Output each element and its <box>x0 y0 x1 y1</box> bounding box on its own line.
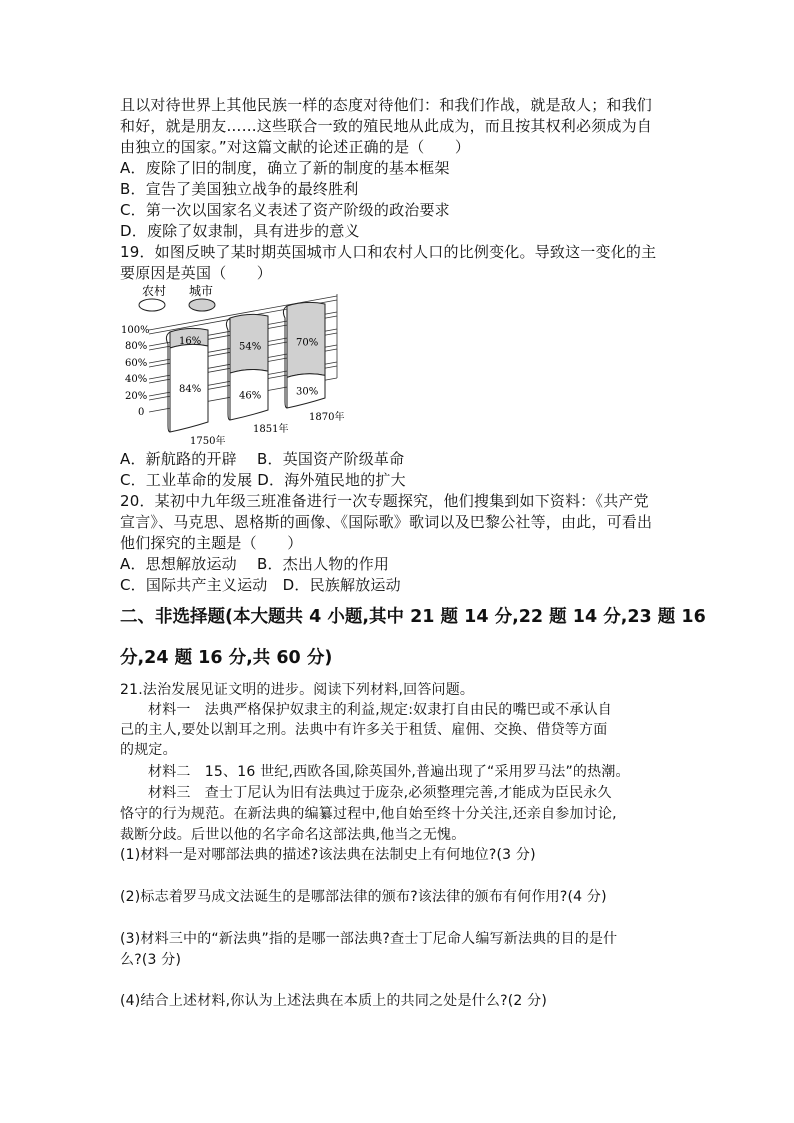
y-tick-label: 60% <box>125 358 148 369</box>
legend-urban-swatch <box>189 299 215 311</box>
x-label-1870: 1870年 <box>309 412 345 423</box>
q21-question-3: (3)材料三中的“新法典”指的是哪一部法典?查士丁尼命人编写新法典的目的是什 <box>120 931 618 947</box>
q21-material3-line: 裁断分歧。后世以他的名字命名这部法典,他当之无愧。 <box>120 827 466 843</box>
q18-text-line: 且以对待世界上其他民族一样的态度对待他们：和我们作战，就是敌人；和我们 <box>120 96 653 114</box>
q20-options-line-2: C．国际共产主义运动 D．民族解放运动 <box>120 576 401 594</box>
q20-text-line: 他们探究的主题是（ ） <box>120 534 303 552</box>
urban-value-label: 70% <box>296 337 319 349</box>
q20-text-line: 20．某初中九年级三班准备进行一次专题探究，他们搜集到如下资料：《共产党 <box>120 492 649 510</box>
q19-options-line-2: C．工业革命的发展 D．海外殖民地的扩大 <box>120 471 406 489</box>
y-tick-label: 40% <box>125 374 148 385</box>
y-tick-label: 100% <box>121 325 150 336</box>
q19-text-line: 要原因是英国（ ） <box>120 264 273 282</box>
q21-material1-line: 己的主人,要处以割耳之刑。法典中有许多关于租赁、雇佣、交换、借贷等方面 <box>120 722 608 738</box>
x-label-1851: 1851年 <box>253 424 289 435</box>
q21-question-3-cont: 么?(3 分) <box>120 952 182 968</box>
rural-value-label: 46% <box>239 390 262 402</box>
y-tick-label: 0 <box>138 407 145 418</box>
y-tick-label: 80% <box>125 341 148 352</box>
q21-material2: 材料二 15、16 世纪,西欧各国,除英国外,普遍出现了“采用罗马法”的热潮。 <box>148 764 630 780</box>
q19-text-line: 19．如图反映了某时期英国城市人口和农村人口的比例变化。导致这一变化的主 <box>120 243 657 261</box>
population-chart <box>115 282 355 447</box>
q18-option-d: D．废除了奴隶制，具有进步的意义 <box>120 222 360 240</box>
urban-value-label: 54% <box>239 341 262 353</box>
urban-value-label: 16% <box>179 336 202 347</box>
legend-rural-label: 农村 <box>142 284 167 298</box>
section2-title-line-2: 分,24 题 16 分,共 60 分) <box>120 648 333 668</box>
q21-material1-line: 材料一 法典严格保护奴隶主的利益,规定:奴隶打自由民的嘴巴或不承认自 <box>148 702 612 718</box>
y-tick-label: 20% <box>125 391 148 402</box>
q19-options-line-1: A．新航路的开辟 B．英国资产阶级革命 <box>120 450 405 468</box>
legend-urban-label: 城市 <box>189 284 214 298</box>
q21-material1-line: 的规定。 <box>120 742 177 758</box>
q18-text-line: 和好，就是朋友……这些联合一致的殖民地从此成为，而且按其权利必须成为自 <box>120 117 653 135</box>
q21-material3-line: 恪守的行为规范。在新法典的编纂过程中,他自始至终十分关注,还亲自参加讨论, <box>120 806 617 822</box>
q18-option-c: C．第一次以国家名义表述了资产阶级的政治要求 <box>120 201 450 219</box>
q18-option-a: A．废除了旧的制度，确立了新的制度的基本框架 <box>120 159 450 177</box>
q21-question-1: (1)材料一是对哪部法典的描述?该法典在法制史上有何地位?(3 分) <box>120 847 536 863</box>
q18-text-line: 由独立的国家。”对这篇文献的论述正确的是（ ） <box>120 138 471 156</box>
q20-text-line: 宣言》、马克思、恩格斯的画像、《国际歌》歌词以及巴黎公社等，由此，可看出 <box>120 513 653 531</box>
q21-question-2: (2)标志着罗马成文法诞生的是哪部法律的颁布?该法律的颁布有何作用?(4 分) <box>120 889 607 905</box>
rural-value-label: 84% <box>179 384 202 395</box>
legend-rural-swatch <box>139 299 165 311</box>
section2-title-line-1: 二、非选择题(本大题共 4 小题,其中 21 题 14 分,22 题 14 分,23 题 16 <box>120 607 706 627</box>
q21-intro: 21.法治发展见证文明的进步。阅读下列材料,回答问题。 <box>120 682 475 698</box>
q21-material3-line: 材料三 查士丁尼认为旧有法典过于庞杂,必须整理完善,才能成为臣民永久 <box>148 785 612 801</box>
x-label-1750: 1750年 <box>190 436 226 447</box>
rural-value-label: 30% <box>296 386 319 398</box>
q18-option-b: B．宣告了美国独立战争的最终胜利 <box>120 180 359 198</box>
q21-question-4: (4)结合上述材料,你认为上述法典在本质上的共同之处是什么?(2 分) <box>120 993 547 1009</box>
q20-options-line-1: A．思想解放运动 B．杰出人物的作用 <box>120 555 390 573</box>
